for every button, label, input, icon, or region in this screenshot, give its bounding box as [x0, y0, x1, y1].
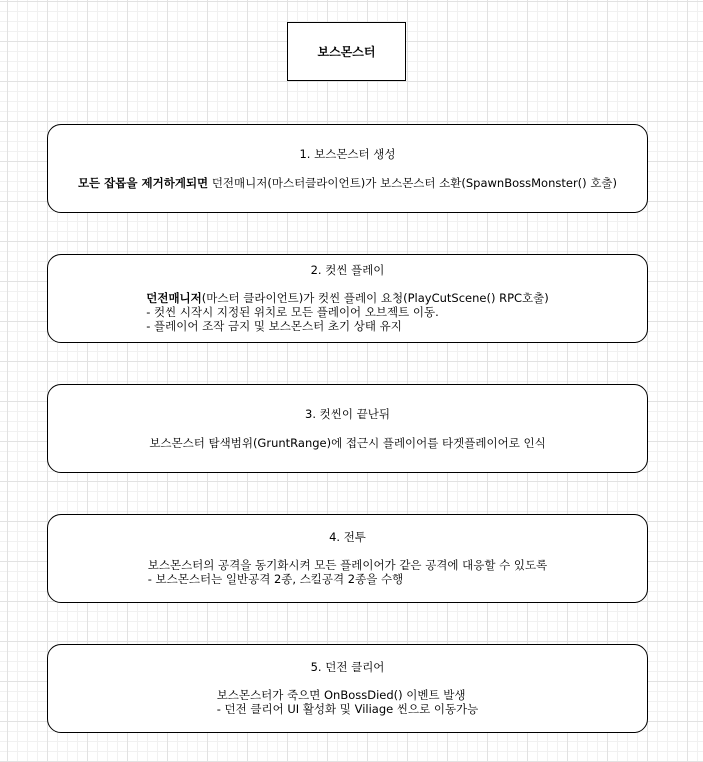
step-2-line-1-text: (마스터 클라이언트)가 컷씬 플레이 요청(PlayCutScene() RPC호출) [201, 291, 549, 305]
step-5-line-2: - 던전 클리어 UI 활성화 및 Viliage 씬으로 이동가능 [216, 702, 479, 716]
step-2-line-1 [146, 291, 549, 305]
step-3-title: 3. 컷씬이 끝난뒤 [305, 407, 390, 421]
step-1-line-1-bold: 모든 잡몹을 제거하게되면 [77, 176, 209, 190]
step-2-line-3: - 플레이어 조작 금지 및 보스몬스터 초기 상태 유지 [146, 319, 402, 333]
step-3-line-1: 보스몬스터 탐색범위(GruntRange)에 접근시 플레이어를 타겟플레이어로 인식 [149, 436, 546, 450]
step-5-title: 5. 던전 클리어 [310, 660, 385, 674]
step-4-title: 4. 전투 [329, 530, 366, 544]
step-1-title: 1. 보스몬스터 생성 [299, 147, 396, 161]
step-1-body [48, 176, 647, 190]
step-1-line-1 [78, 176, 617, 190]
step-5-line-1: 보스몬스터가 죽으면 OnBossDied() 이벤트 발생 [216, 688, 466, 702]
step-4-body [48, 558, 647, 586]
step-2-body [48, 291, 647, 333]
step-2-title: 2. 컷씬 플레이 [310, 263, 385, 277]
step-2-line-2: - 컷씬 시작시 지정된 위치로 모든 플레이어 오브젝트 이동. [146, 305, 439, 319]
step-3-body [48, 436, 647, 450]
step-1-box[interactable] [47, 124, 648, 213]
step-2-line-1-bold: 던전매니저 [146, 291, 202, 305]
step-4-box[interactable] [47, 514, 648, 603]
step-1-line-1-text: 던전매니저(마스터클라이언트)가 보스몬스터 소환(SpawnBossMonster() 호출) [208, 176, 618, 190]
step-5-body [48, 688, 647, 716]
step-4-line-1: 보스몬스터의 공격을 동기화시켜 모든 플레이어가 같은 공격에 대응할 수 있도록 [147, 558, 548, 572]
step-2-box[interactable] [47, 254, 648, 343]
diagram-title[interactable]: 보스몬스터 [287, 22, 406, 81]
step-5-box[interactable] [47, 644, 648, 733]
step-3-box[interactable] [47, 384, 648, 473]
step-4-line-2: - 보스몬스터는 일반공격 2종, 스킬공격 2종을 수행 [147, 572, 404, 586]
